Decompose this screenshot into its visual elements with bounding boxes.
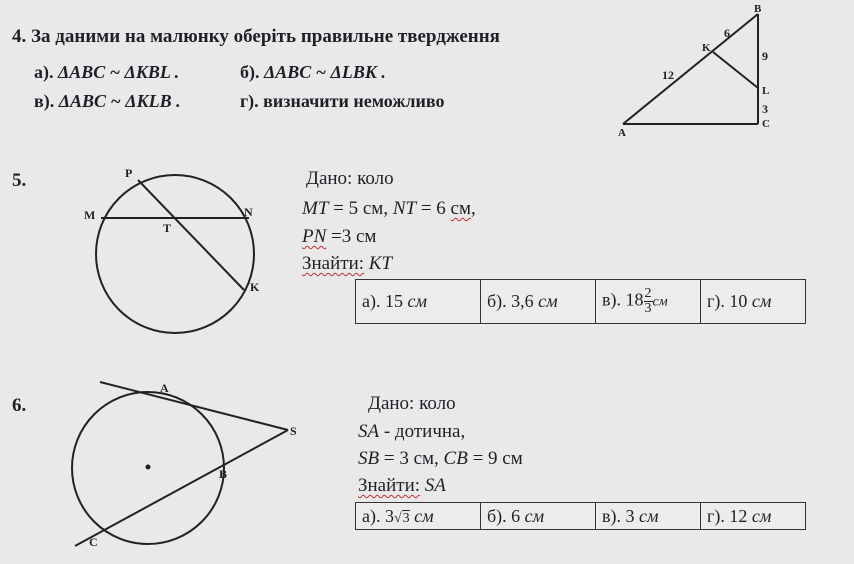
q6-secant-sc xyxy=(75,430,288,546)
q5-answer-g-text: г). 10 xyxy=(707,291,752,311)
q6-answer-g[interactable] xyxy=(701,503,806,530)
q6-answer-a-root: 3 xyxy=(402,510,410,526)
q6-given-line1 xyxy=(358,421,465,443)
q5-answer-b-unit: см xyxy=(538,291,558,311)
q6-answer-b-text: б). 6 xyxy=(487,505,525,526)
q4-option-a-label: а). xyxy=(34,62,54,82)
q5-label-n: N xyxy=(244,205,253,219)
q4-length-bk: 6 xyxy=(724,26,730,40)
q5-answer-v-text: в). 18 xyxy=(602,289,644,310)
q5-answer-g-unit: см xyxy=(751,291,772,311)
q4-label-c: C xyxy=(762,118,770,130)
q4-label-b: B xyxy=(754,3,762,15)
q4-option-b-label: б). xyxy=(240,62,260,82)
q5-answer-v-unit: см xyxy=(652,294,668,310)
q5-answer-b-text: б). 3,6 xyxy=(487,291,539,311)
q5-segment-mt: MT xyxy=(302,198,329,219)
q5-label-p: P xyxy=(125,166,133,180)
q5-label-m: M xyxy=(84,208,96,222)
q6-answer-a-unit: см xyxy=(409,505,434,526)
q4-option-g-text: визначити неможливо xyxy=(263,91,445,111)
q4-length-bl: 9 xyxy=(762,49,768,63)
q6-given-line2 xyxy=(358,448,523,470)
q6-label-a: A xyxy=(160,381,169,395)
q5-answer-a-unit: см xyxy=(407,291,427,311)
q6-answer-v-unit: см xyxy=(639,505,659,526)
q6-number: 6. xyxy=(12,395,27,416)
q6-answer-v[interactable] xyxy=(596,503,701,530)
q5-given-title: Дано: коло xyxy=(306,168,394,189)
q6-answer-g-text: г). 12 xyxy=(707,505,752,526)
q6-answer-b[interactable] xyxy=(481,503,596,530)
q6-segment-sb: SB xyxy=(358,448,380,469)
q5-nt-value: = 6 xyxy=(416,198,451,219)
q5-answer-v-numerator: 2 xyxy=(644,286,652,301)
q6-label-s: S xyxy=(290,424,297,438)
q6-answer-a-text: а). 3 xyxy=(362,505,394,526)
q6-cb-value: = 9 см xyxy=(467,448,523,469)
q6-answer-a[interactable]: а). 3√3 см xyxy=(356,503,481,530)
q5-segment-nt: NT xyxy=(392,198,417,219)
q6-label-c: C xyxy=(89,535,98,549)
q6-answer-table xyxy=(355,502,806,530)
q6-segment-sa: SA xyxy=(358,421,380,442)
q4-label-a: A xyxy=(618,127,626,139)
q6-sb-value: = 3 см, xyxy=(379,448,444,469)
q6-tangent-note: - дотична, xyxy=(379,421,466,442)
q6-segment-cb: CB xyxy=(443,448,468,469)
q4-option-b-text: ΔABC ~ ΔLBK . xyxy=(264,62,386,82)
q5-find-label: Знайти: xyxy=(302,253,365,274)
q5-number: 5. xyxy=(12,170,27,191)
q4-option-v-label: в). xyxy=(34,91,55,111)
q4-option-a-text: ΔABC ~ ΔKBL . xyxy=(58,62,180,82)
q6-given-title: Дано: коло xyxy=(368,393,456,414)
q4-option-g-label: г). xyxy=(240,91,259,111)
q5-nt-unit: см xyxy=(450,198,472,219)
q4-label-l: L xyxy=(762,85,770,97)
q5-pn-value: =3 см xyxy=(326,226,377,247)
q5-label-k: K xyxy=(250,280,260,294)
q4-label-k: K xyxy=(702,42,711,54)
q6-answer-b-unit: см xyxy=(524,505,545,526)
q6-answer-v-text: в). 3 xyxy=(602,505,639,526)
q4-title: 4. За даними на малюнку оберіть правильне твердження xyxy=(12,26,500,47)
q5-mt-value: = 5 см, xyxy=(328,198,393,219)
q4-length-ak: 12 xyxy=(662,68,674,82)
q4-length-lc: 3 xyxy=(762,102,768,116)
q6-answer-g-unit: см xyxy=(751,505,772,526)
q6-label-b: B xyxy=(219,467,228,481)
q5-answer-v-denominator: 3 xyxy=(644,301,652,316)
q6-tangent-sa xyxy=(100,382,288,430)
q5-find-value: KT xyxy=(368,253,393,274)
q4-option-v-text: ΔABC ~ ΔKLB . xyxy=(58,91,181,111)
q6-find-label: Знайти: xyxy=(358,475,421,496)
q5-label-t: T xyxy=(163,221,172,235)
q5-given-line1: MT = 5 см, NT = 6 см, xyxy=(302,198,476,219)
q5-answer-a-text: а). 15 xyxy=(362,291,408,311)
q6-find-value: SA xyxy=(424,475,446,496)
q5-segment-pn: PN xyxy=(302,226,327,247)
q6-center-point xyxy=(146,465,151,470)
q6-find-line xyxy=(358,475,446,497)
